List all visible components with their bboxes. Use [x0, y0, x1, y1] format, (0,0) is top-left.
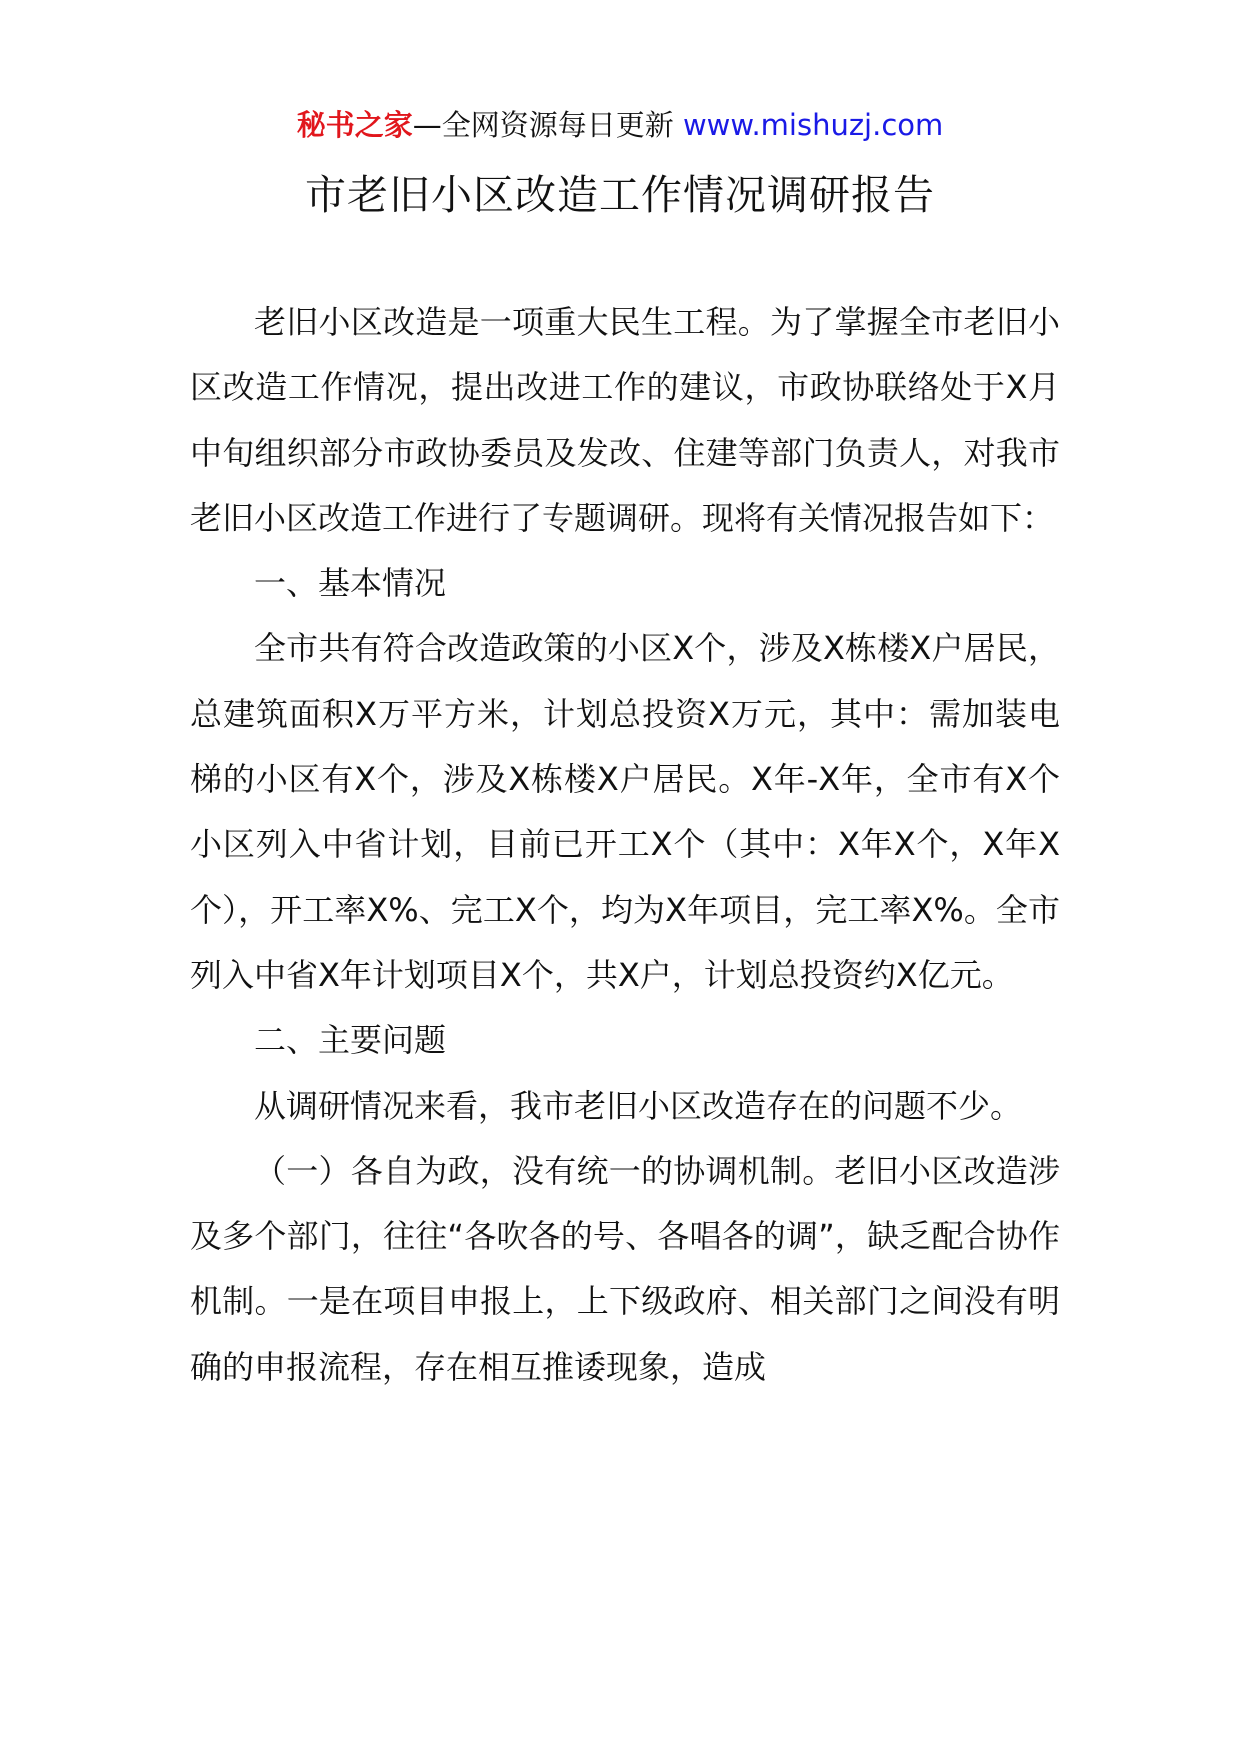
document-title: 市老旧小区改造工作情况调研报告 — [305, 171, 935, 219]
site-header — [0, 100, 1240, 150]
site-url-link[interactable]: www.mishuzj.com — [682, 108, 944, 142]
section-heading-basic: 一、基本情况 — [254, 564, 447, 603]
document-body — [190, 290, 1060, 1400]
paragraph-basic-situation: 全市共有符合改造政策的小区X个，涉及X栋楼X户居民，总建筑面积X万平方米，计划总投资X万元，其中：需加装电梯的小区有X个，涉及X栋楼X户居民。X年-X年，全市有X个小区列入中省计划，目前已开工X个（其中：X年X个，X年X个），开工率X%、完工X个，均为X年项目，完工率X%。全市列入中省X年计划项目X个，共X户，计划总投资约X亿元。 — [190, 629, 1060, 994]
brand-name: 秘书之家 — [296, 108, 413, 142]
paragraph-problem-one: （一）各自为政，没有统一的协调机制。老旧小区改造涉及多个部门，往往“各吹各的号、各唱各的调”，缺乏配合协作机制。一是在项目申报上，上下级政府、相关部门之间没有明确的申报流程，存在相互推诿现象，造成 — [190, 1151, 1060, 1386]
paragraph-problems-intro: 从调研情况来看，我市老旧小区改造存在的问题不少。 — [254, 1086, 1023, 1125]
paragraph-intro: 老旧小区改造是一项重大民生工程。为了掌握全市老旧小区改造工作情况，提出改进工作的建议，市政协联络处于X月中旬组织部分市政协委员及发改、住建等部门负责人，对我市老旧小区改造工作进行了专题调研。现将有关情况报告如下： — [190, 303, 1060, 537]
section-heading-problems: 二、主要问题 — [254, 1021, 447, 1060]
header-tagline: —全网资源每日更新 — [412, 108, 683, 142]
